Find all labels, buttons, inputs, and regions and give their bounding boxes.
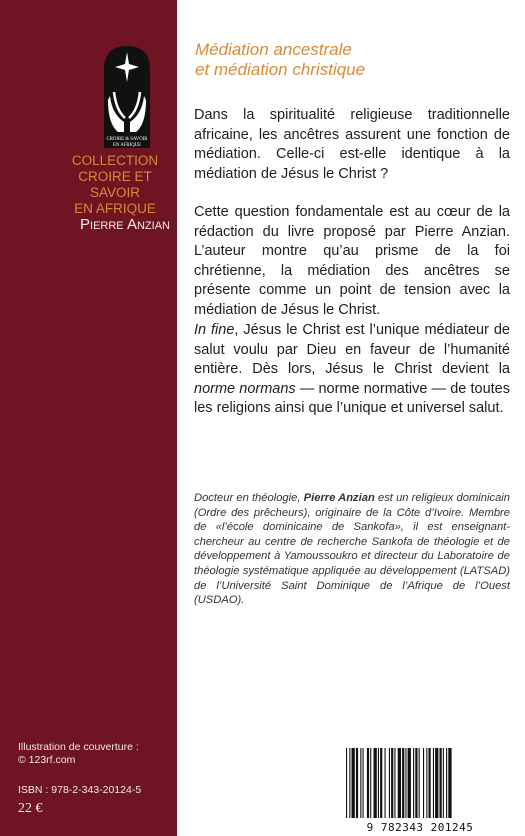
author-name: Pierre Anzian [80, 216, 170, 233]
cover-credits [18, 741, 173, 767]
title-line-1: Médiation ancestrale [195, 40, 352, 59]
in-fine-italic: In fine [194, 322, 235, 338]
isbn: ISBN : 978-2-343-20124-5 [18, 784, 142, 796]
collection-line: EN AFRIQUE [74, 201, 156, 216]
price: 22 € [18, 801, 43, 816]
barcode [340, 744, 500, 836]
logo-caption-2: EN AFRIQUE [112, 143, 142, 148]
paragraph-3-text-2: — norme normative — de toutes les religions ainsi que l’unique et universel salut. [194, 380, 510, 416]
author-bio [194, 491, 510, 608]
collection-name [58, 153, 172, 217]
hands-star-icon [102, 44, 152, 152]
bio-text-2: est un religieux dominicain (Ordre des prêcheurs), originaire de la Côte d’Ivoire. Membre de «l’école dominicaine de Sankofa», il est enseignant-chercheur au centre de recherche Sankofa de théologie et de développement à Yamoussoukro et directeur du Laboratoire de théologie systématique appliquée au développement (LATSAD) de l’Université Saint Dominique de l’Afrique de l’Ouest (USDAO). [194, 492, 510, 607]
bio-text-1: Docteur en théologie, [194, 492, 304, 504]
collection-line: COLLECTION [71, 153, 159, 168]
credits-line-1: Illustration de couverture : [18, 741, 139, 753]
collection-line: CROIRE ET SAVOIR [78, 169, 152, 200]
paragraph-3-text-1: , Jésus le Christ est l’unique médiateur de salut voulu par Dieu en faveur de l’humanité entière. Dès lors, Jésus le Christ devient la [194, 322, 510, 377]
collection-logo [102, 44, 152, 152]
logo-caption-1: CROIRE & SAVOIR [106, 137, 148, 142]
book-title [195, 40, 515, 80]
back-cover-text [177, 0, 525, 836]
bio-author: Pierre Anzian [303, 492, 375, 504]
paragraph-2: Cette question fondamentale est au cœur de la rédaction du livre proposé par Pierre Anzian. L’auteur montre qu’au prisme de la foi chrétienne, la médiation des ancêtres se présente comme un point de tension avec la médiation de Jésus le Christ. [194, 204, 510, 318]
barcode-bars [342, 746, 498, 820]
norme-normans-italic: norme normans [194, 380, 296, 397]
left-panel [0, 0, 177, 836]
title-line-2: et médiation christique [195, 60, 366, 79]
barcode-digits: 9 782343 201245 [366, 821, 474, 834]
credits-line-2: © 123rf.com [18, 754, 76, 766]
paragraph-3 [194, 321, 510, 419]
paragraph-1: Dans la spiritualité religieuse traditionnelle africaine, les ancêtres assurent une fonction de médiation. Celle-ci est-elle identique à la médiation de Jésus le Christ ? [194, 107, 510, 182]
